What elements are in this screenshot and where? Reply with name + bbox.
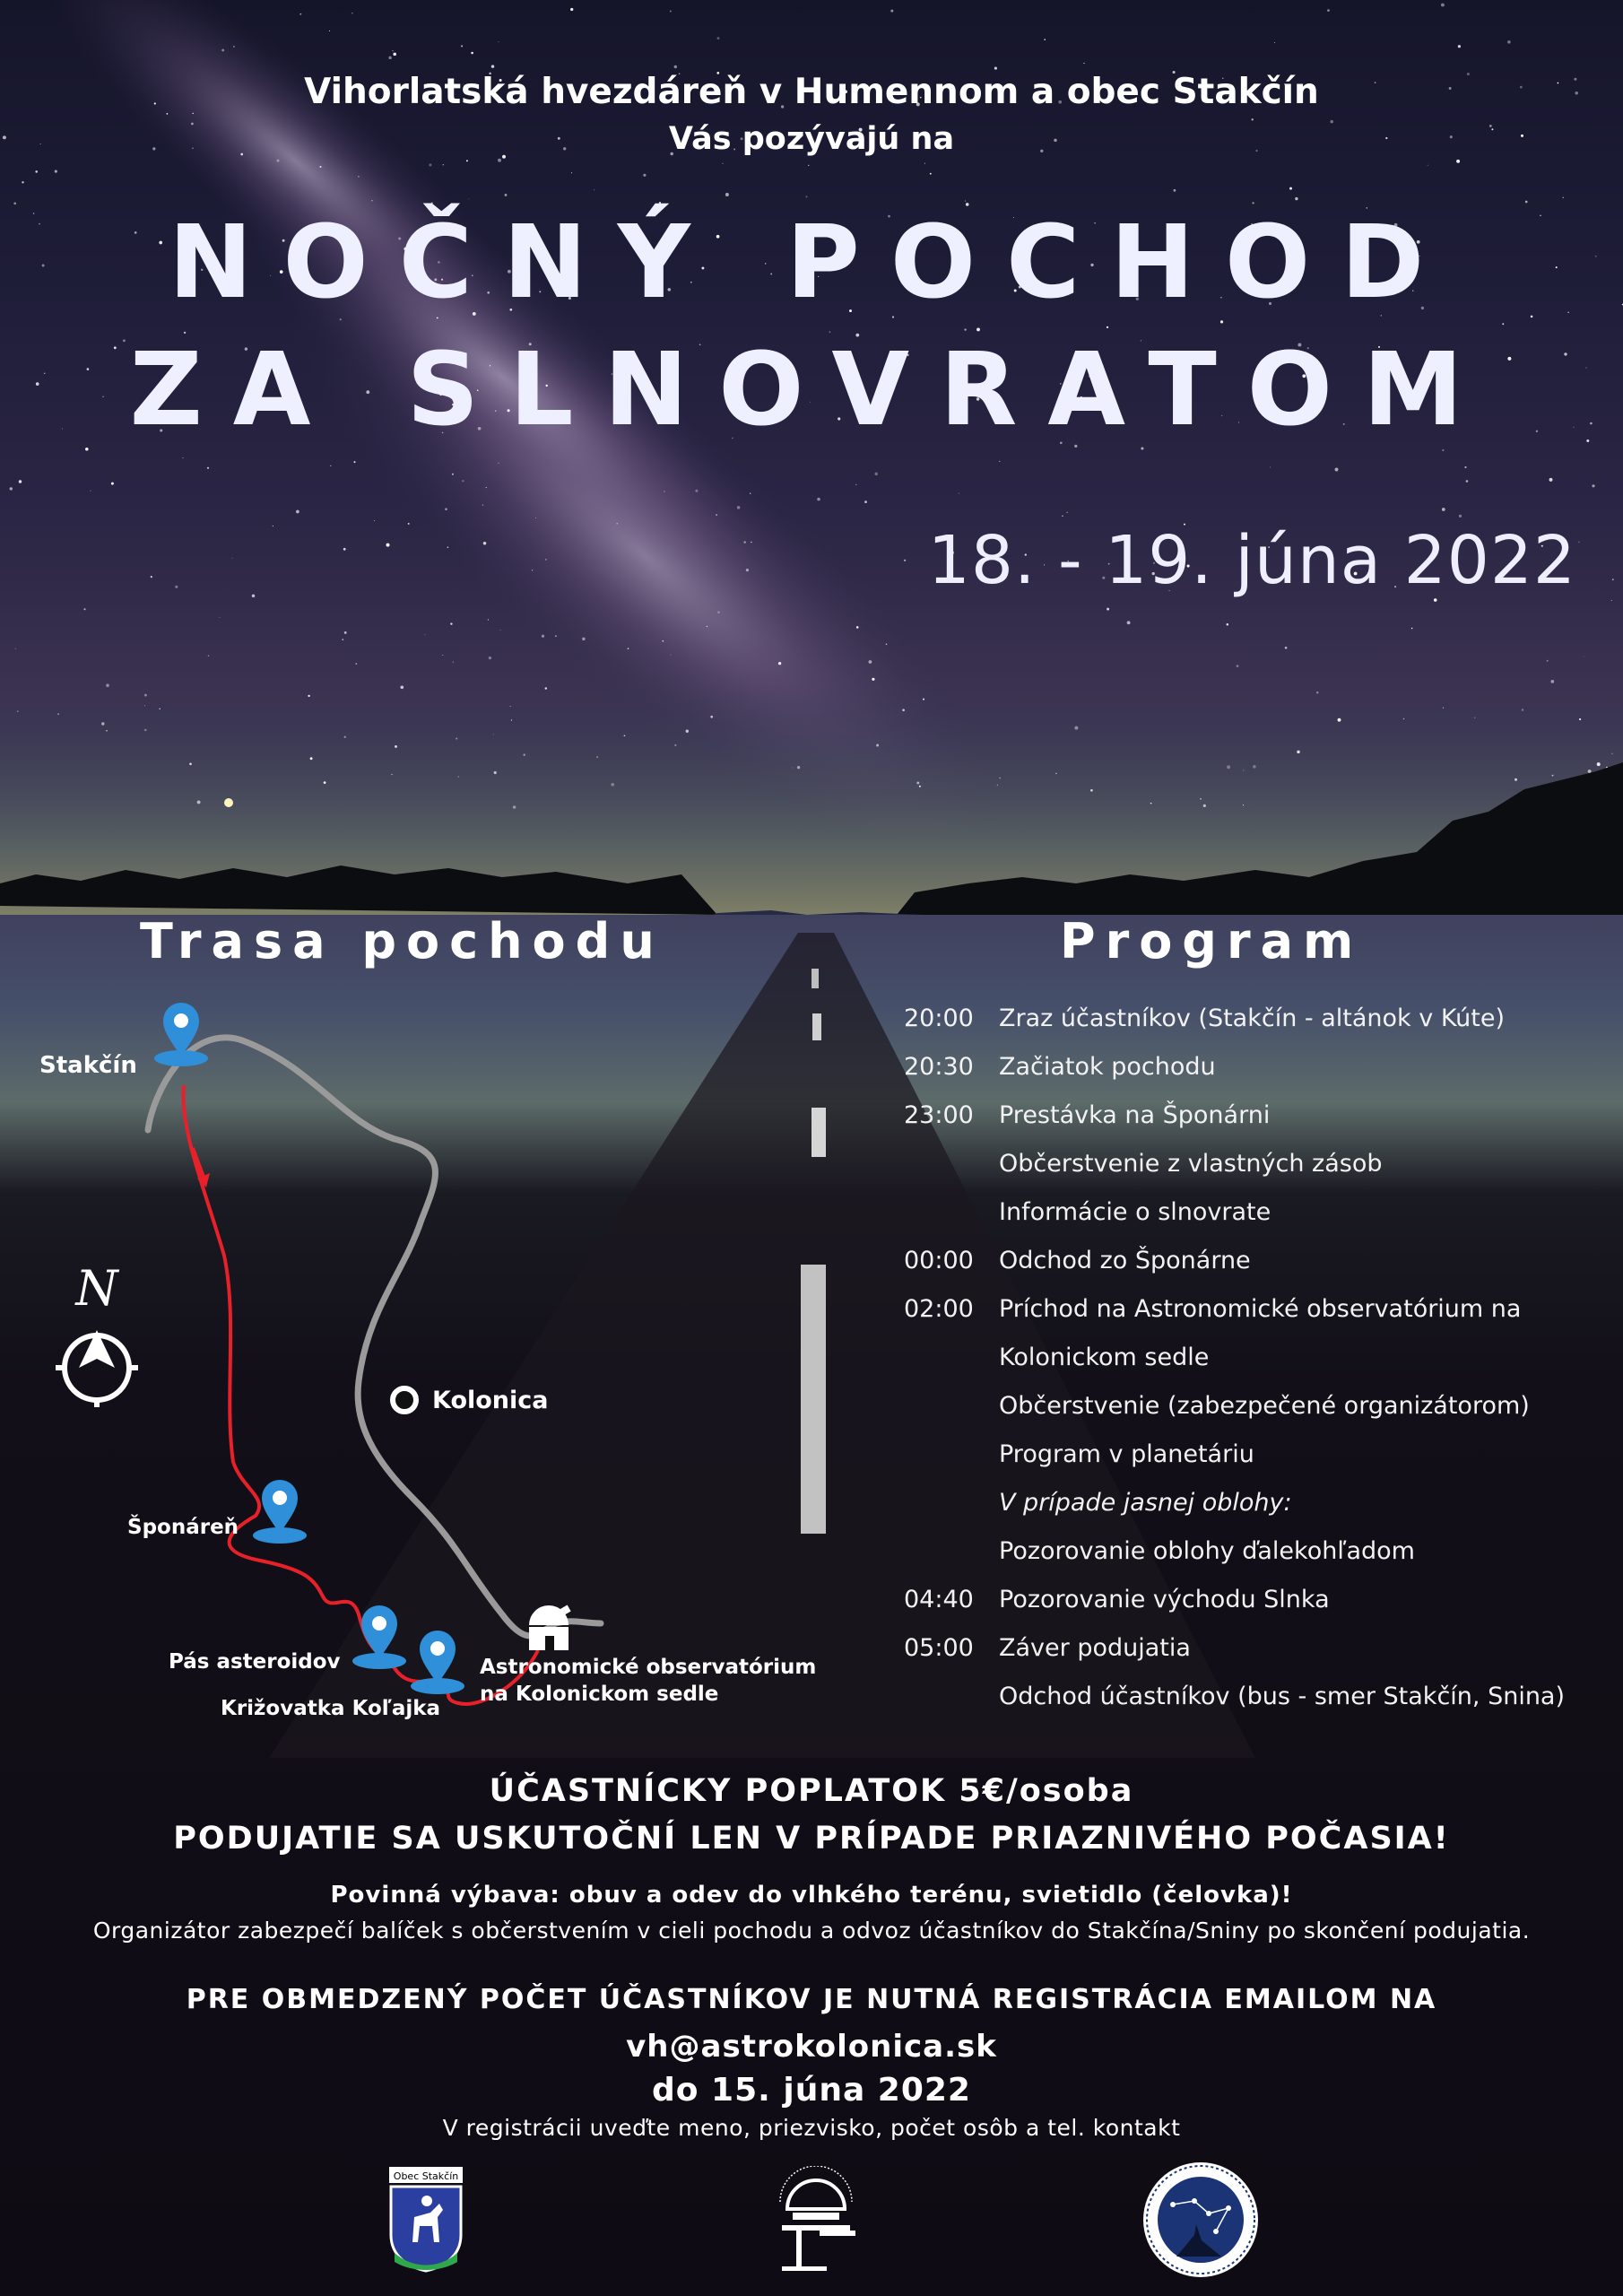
program-time xyxy=(904,1489,999,1537)
program-row xyxy=(904,1150,1565,1198)
program-item: Príchod na Astronomické observatórium na xyxy=(999,1295,1522,1323)
program-time: 04:40 xyxy=(904,1586,974,1613)
program-heading: Program xyxy=(1060,913,1364,970)
program-time: 02:00 xyxy=(904,1295,974,1323)
pin-sponaren-icon xyxy=(253,1480,307,1544)
program-item: Pozorovanie oblohy ďalekohľadom xyxy=(999,1537,1415,1565)
program-item: Prestávka na Šponárni xyxy=(999,1101,1271,1129)
organizer-note: Organizátor zabezpečí balíček s občerstvením v cieli pochodu a odvoz účastníkov do Stakčína/Sniny po skončení podujatia. xyxy=(92,1918,1531,1944)
observatory-logo xyxy=(769,2166,863,2277)
program-time: 05:00 xyxy=(904,1634,974,1662)
program-item: Zraz účastníkov (Stakčín - altánok v Kúte) xyxy=(999,1004,1506,1032)
program-item: Pozorovanie východu Slnka xyxy=(999,1586,1330,1613)
registration-email: vh@astrokolonica.sk xyxy=(626,2029,997,2065)
program-row xyxy=(904,1004,1565,1053)
label-krizovatka: Križovatka Koľajka xyxy=(221,1697,441,1720)
registration-note: V registrácii uveďte meno, priezvisko, počet osôb a tel. kontakt xyxy=(442,2115,1181,2141)
svg-text:N: N xyxy=(75,1260,118,1317)
equipment-line: Povinná výbava: obuv a odev do vlhkého terénu, svietidlo (čelovka)! xyxy=(330,1882,1293,1909)
event-title-line-1: NOČNÝ POCHOD xyxy=(168,204,1455,321)
program-time xyxy=(904,1392,999,1440)
program-item: Kolonickom sedle xyxy=(999,1344,1210,1371)
program-row xyxy=(904,1683,1565,1731)
route-heading: Trasa pochodu xyxy=(140,913,664,970)
label-observatory-line-1: Astronomické observatórium xyxy=(480,1656,817,1679)
program-row xyxy=(904,1053,1565,1101)
svg-text:Obec Stakčín: Obec Stakčín xyxy=(393,2170,459,2182)
label-kolonica: Kolonica xyxy=(432,1387,549,1414)
program-item: V prípade jasnej oblohy: xyxy=(999,1489,1292,1517)
program-list xyxy=(904,1004,1565,1731)
road-line xyxy=(148,1038,601,1636)
invite-line: Vás pozývajú na xyxy=(668,121,955,157)
label-observatory-line-2: na Kolonickom sedle xyxy=(480,1683,719,1706)
event-date: 18. - 19. júna 2022 xyxy=(927,522,1576,599)
program-time xyxy=(904,1198,999,1247)
compass-north-icon xyxy=(56,1260,138,1407)
label-pas-asteroidov: Pás asteroidov xyxy=(169,1650,341,1674)
organizers-line: Vihorlatská hvezdáreň v Humennom a obec Stakčín xyxy=(304,72,1319,112)
program-time xyxy=(904,1150,999,1198)
program-item: Občerstvenie z vlastných zásob xyxy=(999,1150,1383,1178)
program-row xyxy=(904,1440,1565,1489)
stakcin-coat-of-arms-logo xyxy=(386,2163,466,2274)
program-row xyxy=(904,1344,1565,1392)
program-item: Program v planetáriu xyxy=(999,1440,1254,1468)
program-row xyxy=(904,1489,1565,1537)
event-title-line-2: ZA SLNOVRATOM xyxy=(129,332,1494,448)
program-item: Odchod účastníkov (bus - smer Stakčín, Snina) xyxy=(999,1683,1566,1710)
program-item: Záver podujatia xyxy=(999,1634,1191,1662)
program-row xyxy=(904,1537,1565,1586)
program-row xyxy=(904,1198,1565,1247)
program-row xyxy=(904,1247,1565,1295)
program-time: 20:30 xyxy=(904,1053,974,1081)
label-sponaren: Šponáreň xyxy=(127,1516,239,1539)
registration-deadline: do 15. júna 2022 xyxy=(652,2072,971,2109)
pin-stakcin-icon xyxy=(154,1003,208,1066)
program-row xyxy=(904,1392,1565,1440)
program-row xyxy=(904,1586,1565,1634)
pin-krizovatka-icon xyxy=(411,1631,464,1694)
program-time: 00:00 xyxy=(904,1247,974,1274)
dark-sky-park-logo xyxy=(1141,2160,1261,2280)
program-row xyxy=(904,1634,1565,1683)
program-time xyxy=(904,1537,999,1586)
program-item: Odchod zo Šponárne xyxy=(999,1247,1251,1274)
program-row xyxy=(904,1295,1565,1344)
program-item: Začiatok pochodu xyxy=(999,1053,1216,1081)
weather-line: PODUJATIE SA USKUTOČNÍ LEN V PRÍPADE PRIAZNIVÉHO POČASIA! xyxy=(173,1821,1450,1857)
program-time xyxy=(904,1344,999,1392)
observatory-icon xyxy=(529,1605,571,1650)
program-time: 20:00 xyxy=(904,1004,974,1032)
program-time: 23:00 xyxy=(904,1101,974,1129)
kolonica-marker-icon xyxy=(393,1388,416,1412)
label-stakcin: Stakčín xyxy=(39,1052,137,1079)
program-time xyxy=(904,1683,999,1731)
registration-line: PRE OBMEDZENÝ POČET ÚČASTNÍKOV JE NUTNÁ REGISTRÁCIA EMAILOM NA xyxy=(186,1984,1437,2015)
program-time xyxy=(904,1440,999,1489)
program-item: Občerstvenie (zabezpečené organizátorom) xyxy=(999,1392,1530,1420)
program-item: Informácie o slnovrate xyxy=(999,1198,1271,1226)
route-map xyxy=(18,987,879,1731)
program-row xyxy=(904,1101,1565,1150)
fee-line: ÚČASTNÍCKY POPLATOK 5€/osoba xyxy=(489,1773,1134,1809)
